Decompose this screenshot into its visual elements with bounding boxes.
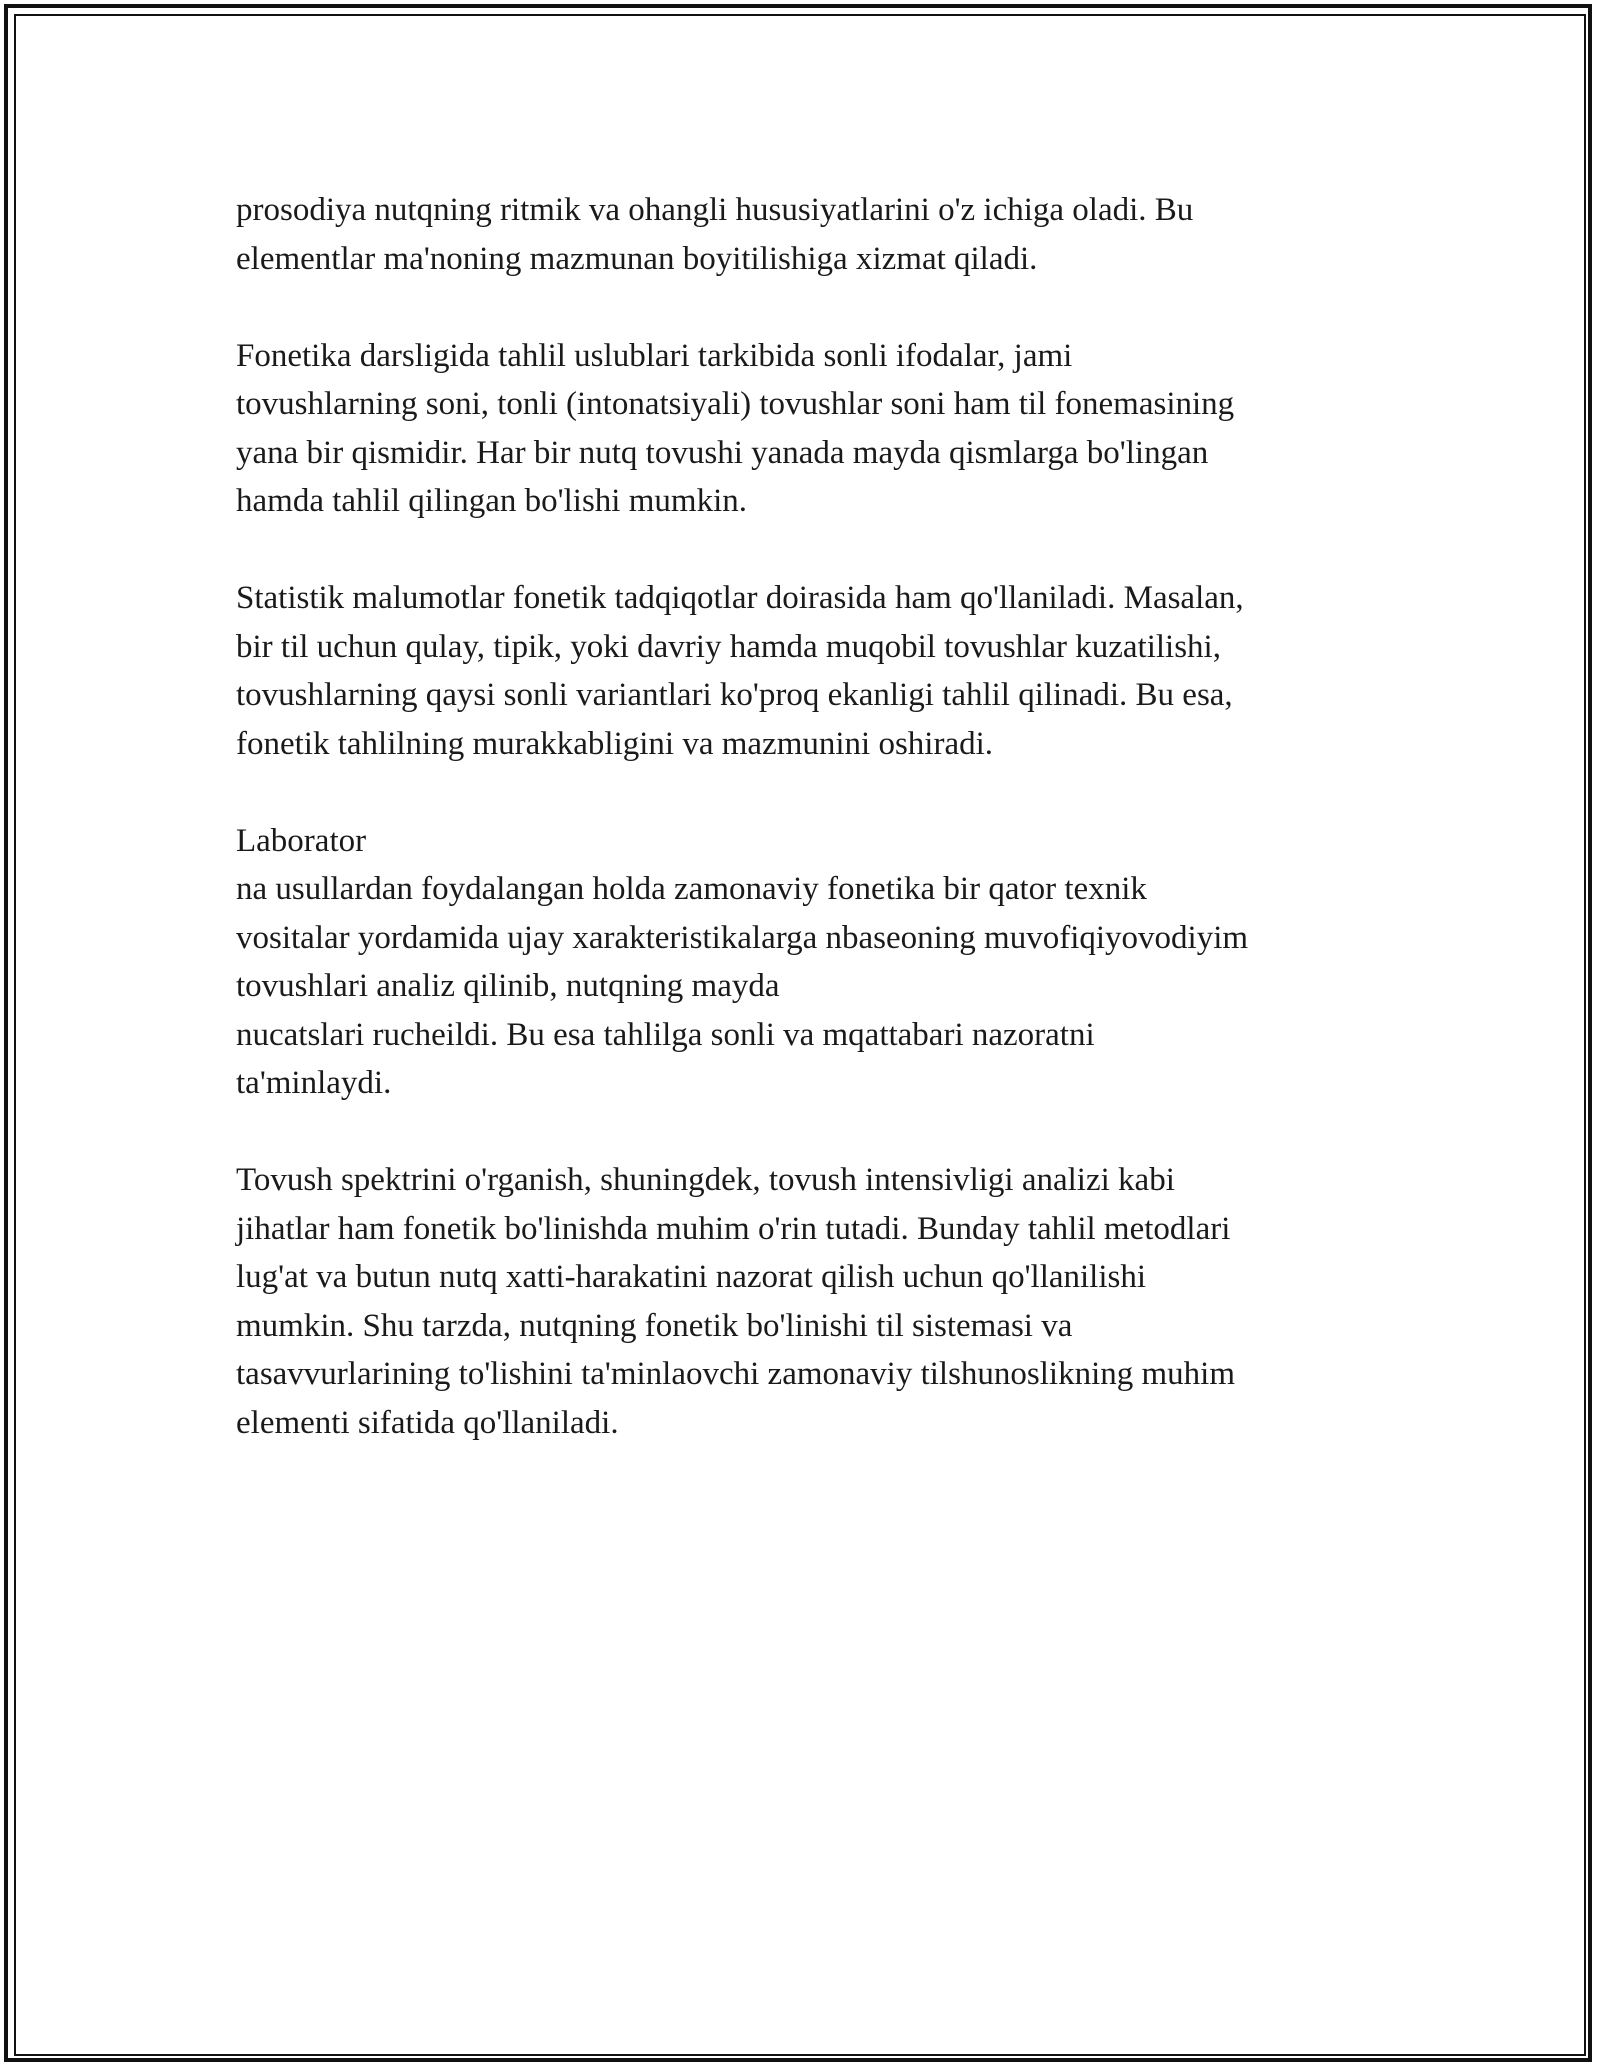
text-line: tovushlarning soni, tonli (intonatsiyali) tovushlar soni ham til fonemasining	[236, 386, 1235, 422]
text-line: elementlar ma'noning mazmunan boyitilishiga xizmat qiladi.	[236, 240, 1038, 277]
paragraph-statistics	[236, 574, 1386, 768]
text-line: jihatlar ham fonetik bo'linishda muhim o'rin tutadi. Bunday tahlil metodlari	[236, 1210, 1231, 1247]
text-line: tovushlari analiz qilinib, nutqning mayda	[236, 968, 780, 1004]
text-line: mumkin. Shu tarzda, nutqning fonetik bo'linishi til sistemasi va	[236, 1307, 1073, 1344]
paragraph-laboratory	[236, 817, 1386, 1108]
text-line: hamda tahlil qilingan bo'lishi mumkin.	[236, 483, 747, 519]
text-line: nucatslari rucheildi. Bu esa tahlilga sonli va mqattabari nazoratni	[236, 1016, 1095, 1053]
paragraph-prosody	[236, 186, 1386, 283]
text-line: na usullardan foydalangan holda zamonaviy fonetika bir qator texnik	[236, 871, 1147, 907]
text-line: yana bir qismidir. Har bir nutq tovushi yanada mayda qismlarga bo'lingan	[236, 434, 1209, 471]
text-line: Fonetika darsligida tahlil uslublari tarkibida sonli ifodalar, jami	[236, 337, 1073, 374]
text-line: prosodiya nutqning ritmik va ohangli hususiyatlarini o'z ichiga oladi. Bu	[236, 192, 1194, 228]
text-line: elementi sifatida qo'llaniladi.	[236, 1404, 619, 1441]
text-line: fonetik tahlilning murakkabligini va mazmunini oshiradi.	[236, 725, 994, 762]
paragraph-phonetics-textbook	[236, 332, 1386, 526]
text-line: tasavvurlarining to'lishini ta'minlaovchi zamonaviy tilshunoslikning muhim	[236, 1356, 1236, 1392]
document-body	[236, 186, 1386, 1496]
text-line: lug'at va butun nutq xatti-harakatini nazorat qilish uchun qo'llanilishi	[236, 1259, 1147, 1295]
paragraph-spectrum	[236, 1156, 1386, 1447]
text-line: bir til uchun qulay, tipik, yoki davriy hamda muqobil tovushlar kuzatilishi,	[236, 628, 1221, 665]
text-line: vositalar yordamida ujay xarakteristikalarga nbaseoning muvofiqiyovodiyim	[236, 919, 1249, 956]
text-line: tovushlarning qaysi sonli variantlari ko'proq ekanligi tahlil qilinadi. Bu esa,	[236, 677, 1233, 713]
text-line: Statistik malumotlar fonetik tadqiqotlar doirasida ham qo'llaniladi. Masalan,	[236, 580, 1244, 616]
text-line: ta'minlaydi.	[236, 1065, 392, 1101]
text-line: Laborator	[236, 822, 367, 859]
text-line: Tovush spektrini o'rganish, shuningdek, tovush intensivligi analizi kabi	[236, 1162, 1175, 1198]
